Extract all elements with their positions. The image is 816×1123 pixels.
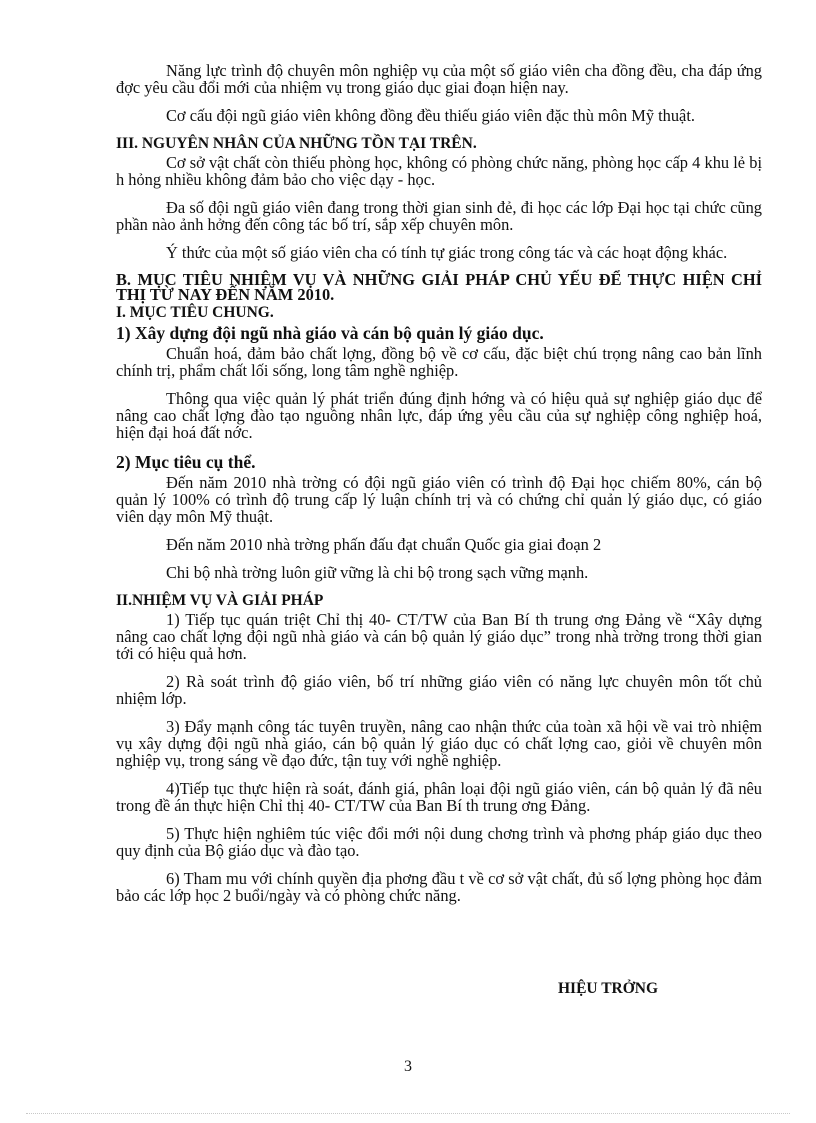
list-item-1: 1) Tiếp tục quán triệt Chỉ thị 40- CT/TW của Ban Bí th trung ơng Đảng về “Xây dựng nâng cao chất lợng đội ngũ nhà giáo và cán bộ quản lý giáo dục” trong nhà trờng trong thời gian tới có hiệu quả hơn. xyxy=(116,610,762,663)
paragraph: Ý thức của một số giáo viên cha có tính tự giác trong công tác và các hoạt động khác. xyxy=(166,243,728,262)
paragraph: Đến năm 2010 nhà trờng phấn đấu đạt chuẩn Quốc gia giai đoạn 2 xyxy=(166,535,602,554)
document-body xyxy=(116,62,762,915)
paragraph: Chuẩn hoá, đảm bảo chất lợng, đồng bộ về cơ cấu, đặc biệt chú trọng nâng cao bản lĩnh chính trị, phẩm chất lối sống, long tâm nghề nghiệp. xyxy=(116,344,762,380)
footer-divider xyxy=(26,1113,790,1114)
paragraph: Chi bộ nhà trờng luôn giữ vững là chi bộ trong sạch vững mạnh. xyxy=(166,563,589,582)
section-heading-ii: II.NHIỆM VỤ VÀ GIẢI PHÁP xyxy=(116,592,324,609)
paragraph: Đa số đội ngũ giáo viên đang trong thời gian sinh đẻ, đi học các lớp Đại học tại chức cũng phần nào ảnh hởng đến công tác bố trí, sắp xếp chuyên môn. xyxy=(116,198,762,234)
list-item-6: 6) Tham mu với chính quyền địa phơng đầu t về cơ sở vật chất, đủ số lợng phòng học đảm bảo các lớp học 2 buổi/ngày và có phòng chức năng. xyxy=(116,869,762,905)
signature-title: HIỆU TRỞNG xyxy=(558,980,659,997)
subheading-2: 2) Mục tiêu cụ thể. xyxy=(116,452,256,472)
list-item-3: 3) Đẩy mạnh công tác tuyên truyền, nâng cao nhận thức của toàn xã hội về vai trò nhiệm vụ xây dựng đội ngũ nhà giáo, cán bộ quản lý giáo dục có chất lợng cao, giỏi về chuyên môn nghiệp vụ, trong sáng về đạo đức, tận tuỵ với nghề nghiệp. xyxy=(116,717,762,770)
list-item-5: 5) Thực hiện nghiêm túc việc đổi mới nội dung chơng trình và phơng pháp giáo dục theo quy định của Bộ giáo dục và đào tạo. xyxy=(116,824,762,860)
section-heading-i: I. MỤC TIÊU CHUNG. xyxy=(116,304,274,321)
paragraph: Đến năm 2010 nhà trờng có đội ngũ giáo viên có trình độ Đại học chiếm 80%, cán bộ quản lý 100% có trình độ trung cấp lý luận chính trị và có chứng chỉ quản lý giáo dục, có giáo viên dạy môn Mỹ thuật. xyxy=(116,473,762,526)
page-number: 3 xyxy=(404,1058,412,1075)
paragraph: Thông qua việc quản lý phát triển đúng định hớng và có hiệu quả sự nghiệp giáo dục để nâng cao chất lợng đào tạo nguồng nhân lực, đáp ứng yêu cầu của sự nghiệp công nghiệp hoá, hiện đại hoá đất nớc. xyxy=(116,389,762,442)
section-heading-b: B. MỤC TIÊU NHIỆM VỤ VÀ NHỮNG GIẢI PHÁP CHỦ YẾU ĐỂ THỰC HIỆN CHỈ THỊ TỪ NAY ĐẾN NĂM 2010. xyxy=(116,270,762,304)
list-item-2: 2) Rà soát trình độ giáo viên, bố trí những giáo viên có năng lực chuyên môn tốt chủ nhiệm lớp. xyxy=(116,672,762,708)
paragraph: Năng lực trình độ chuyên môn nghiệp vụ của một số giáo viên cha đồng đều, cha đáp ứng đợc yêu cầu đổi mới của nhiệm vụ trong giáo dục giai đoạn hiện nay. xyxy=(116,61,762,97)
section-heading-iii: III. NGUYÊN NHÂN CỦA NHỮNG TỒN TẠI TRÊN. xyxy=(116,135,477,152)
paragraph: Cơ cấu đội ngũ giáo viên không đồng đều thiếu giáo viên đặc thù môn Mỹ thuật. xyxy=(166,106,695,125)
subheading-1: 1) Xây dựng đội ngũ nhà giáo và cán bộ quản lý giáo dục. xyxy=(116,323,544,343)
list-item-4: 4)Tiếp tục thực hiện rà soát, đánh giá, phân loại đội ngũ giáo viên, cán bộ quản lý đã nêu trong đề án thực hiện Chỉ thị 40- CT/TW của Ban Bí th trung ơng Đảng. xyxy=(116,779,762,815)
paragraph: Cơ sở vật chất còn thiếu phòng học, không có phòng chức năng, phòng học cấp 4 khu lẻ bị h hỏng nhiều không đảm bảo cho việc dạy - học. xyxy=(116,153,762,189)
